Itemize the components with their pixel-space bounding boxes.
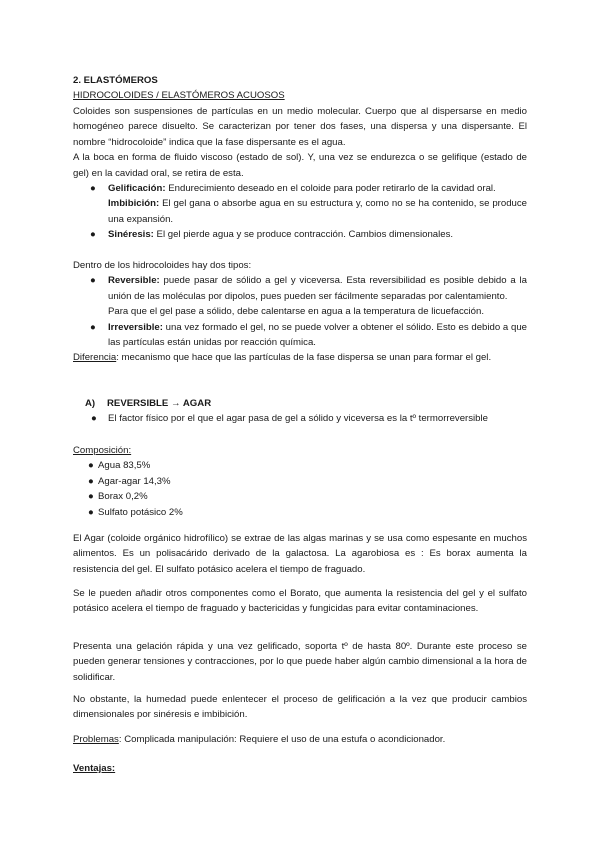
problems-line: [73, 732, 527, 747]
list-item: [73, 320, 527, 351]
composition-item: Sulfato potásico 2%: [98, 506, 183, 518]
term-definition: una vez formado el gel, no se puede volver a obtener el sólido. Esto es debido a que las partículas están unidas por reacción química.: [108, 321, 527, 349]
problems-label: Problemas: [73, 734, 119, 745]
bullet-icon: ●: [88, 491, 94, 503]
section-subtitle: HIDROCOLOIDES / ELASTÓMEROS ACUOSOS: [73, 90, 285, 102]
term-reversible: Reversible:: [108, 275, 160, 287]
section-a-title: REVERSIBLE → AGAR: [107, 398, 212, 409]
list-item: [73, 181, 527, 227]
bullet-icon: ●: [88, 506, 94, 518]
list-item: [73, 458, 527, 473]
body-paragraph: No obstante, la humedad puede enlentecer el proceso de gelificación a la vez que producir cambios dimensionales por sinéresis e imbibición.: [73, 694, 527, 721]
bullet-icon: ●: [90, 183, 96, 194]
types-block: [73, 258, 527, 366]
bullet-icon: ●: [90, 275, 96, 287]
properties-list: [73, 181, 527, 243]
term-gelificacion: Gelificación:: [108, 183, 166, 194]
composition-item: Agua 83,5%: [98, 460, 151, 472]
term-sineresis: Sinéresis:: [108, 229, 154, 241]
bullet-icon: ●: [90, 321, 96, 333]
body-paragraph: El Agar (coloide orgánico hidrofílico) se extrae de las algas marinas y se usa como espesante en muchos alimentos. Es un polisacárido derivado de la galactosa. La agarobiosa es : Es borax aumenta la resistencia del gel. El sulfato potásico acelera el tiempo de fraguado.: [73, 533, 527, 575]
term-definition: Endurecimiento deseado en el coloide para poder retirarlo de la cavidad oral.: [165, 183, 496, 194]
bullet-icon: ●: [90, 229, 96, 241]
body-paragraph: Presenta una gelación rápida y una vez gelificado, soporta tº de hasta 80º. Durante este proceso se pueden generar tensiones y contracciones, por lo que puede haber algún cambio dimensional a la hora de solidificar.: [73, 641, 527, 683]
section-title: 2. ELASTÓMEROS: [73, 75, 158, 86]
difference-text: : mecanismo que hace que las partículas de la fase dispersa se unan para formar el gel.: [116, 352, 492, 364]
section-a-text: El factor físico por el que el agar pasa de gel a sólido y viceversa es la tº termorreversible: [108, 413, 488, 425]
term-definition: puede pasar de sólido a gel y viceversa. Esta reversibilidad es posible debido a la unión de las moléculas por dipolos, pues pueden ser fácilmente separadas por calentamiento.: [108, 275, 527, 302]
body-paragraph: Se le pueden añadir otros componentes como el Borato, que aumenta la resistencia del gel y el sulfato potásico acelera el tiempo de fraguado y bactericidas y fungicidas para evitar contaminaciones.: [73, 588, 527, 615]
term-definition: El gel pierde agua y se produce contracción. Cambios dimensionales.: [153, 229, 454, 241]
list-item: [73, 411, 527, 426]
term-note: Para que el gel pase a sólido, debe calentarse en agua a la temperatura de licuefacción.: [108, 306, 485, 318]
list-item: [73, 227, 527, 242]
term-imbibicion: Imbibición:: [108, 198, 160, 210]
composition-item: Agar-agar 14,3%: [98, 475, 171, 487]
types-intro: Dentro de los hidrocoloides hay dos tipos:: [73, 260, 252, 271]
header-block: [73, 73, 527, 104]
bullet-icon: ●: [88, 460, 94, 472]
composition-label: Composición:: [73, 445, 132, 456]
section-a: [73, 396, 527, 427]
list-item: [73, 273, 527, 319]
bullet-icon: ●: [91, 413, 97, 425]
intro-paragraph: Coloides son suspensiones de partículas en un medio molecular. Cuerpo que al dispersarse en medio homogéneo parece disuelto. Se caracterizan por tener dos fases, una dispersa y una dispersante. El nombre “hidrocoloide” indica que la fase dispersante es el agua.: [73, 106, 527, 148]
intro-block: [73, 104, 527, 181]
section-letter: A): [85, 398, 96, 409]
advantages-label: Ventajas:: [73, 763, 116, 774]
term-definition: El gel gana o absorbe agua en su estructura y, como no se ha contenido, se produce una expansión.: [108, 198, 527, 225]
composition-block: [73, 443, 527, 520]
list-item: [73, 474, 527, 489]
difference-label: Diferencia: [73, 352, 117, 364]
list-item: [73, 489, 527, 504]
term-irreversible: Irreversible:: [108, 321, 163, 333]
problems-text: : Complicada manipulación: Requiere el uso de una estufa o acondicionador.: [118, 734, 446, 745]
list-item: [73, 505, 527, 520]
composition-item: Borax 0,2%: [98, 491, 148, 503]
bullet-icon: ●: [88, 475, 94, 487]
intro-paragraph: A la boca en forma de fluido viscoso (estado de sol). Y, una vez se endurezca o se gelifique (estado de gel) en la cavidad oral, se retira de esta.: [73, 152, 527, 179]
